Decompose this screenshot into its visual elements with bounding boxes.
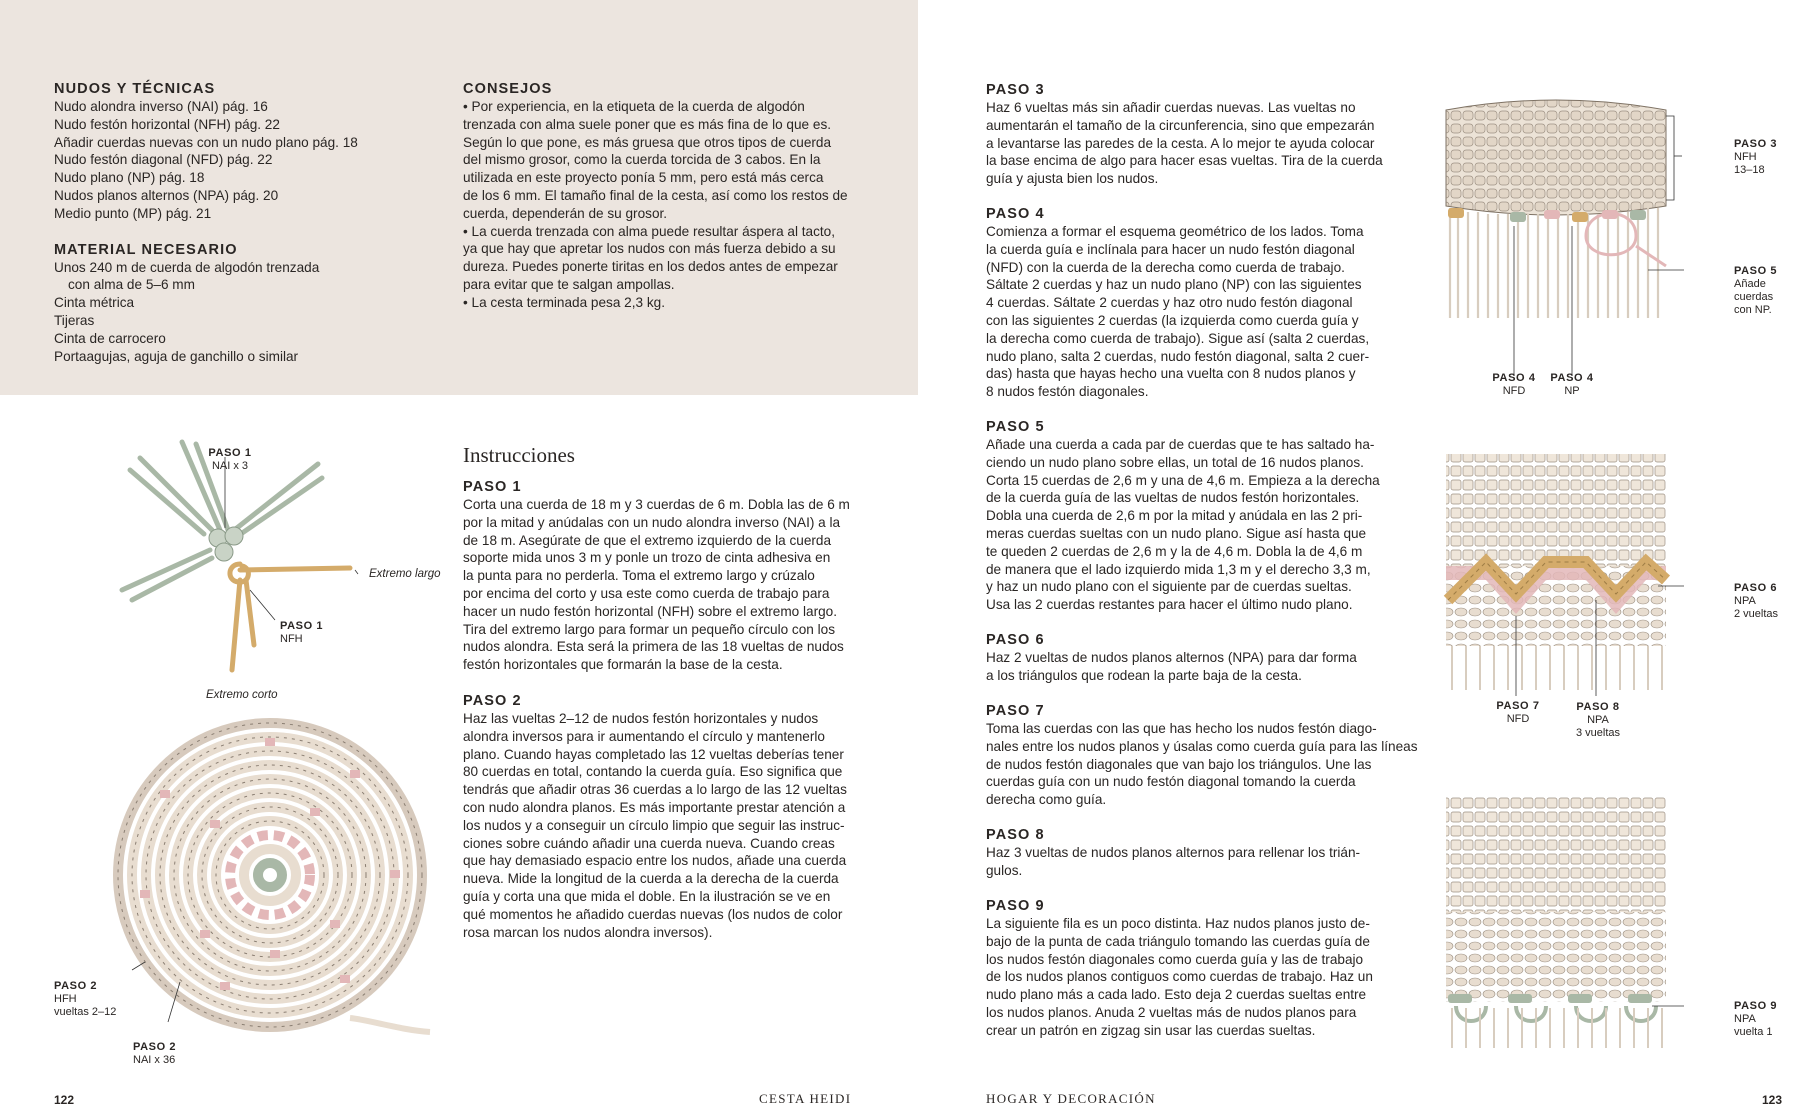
label-sub: vueltas 2–12 <box>54 1006 117 1018</box>
label-paso2-bottom <box>133 1041 213 1067</box>
paso2-line: tendrás que añadir otras 36 cuerdas a lo largo de las 12 vueltas <box>463 782 847 798</box>
material-item: Cinta de carrocero <box>54 330 166 346</box>
label-sub: 3 vueltas <box>1575 727 1621 739</box>
paso3-line: aumentarán el tamaño de la circunferencia, sino que empezarán <box>986 117 1375 133</box>
nudos-item: Nudo festón diagonal (NFD) pág. 22 <box>54 152 273 168</box>
paso4-line: con las siguientes 2 cuerdas (la izquierda como cuerda guía y <box>986 312 1359 328</box>
paso4-line: Sáltate 2 cuerdas y haz un nudo plano (NP) con las siguientes <box>986 277 1362 293</box>
label-paso8 <box>1568 701 1628 740</box>
page-number-right: 123 <box>1762 1093 1783 1107</box>
paso1-line: festón horizontales que formarán la base de la cesta. <box>463 657 783 673</box>
material-heading: MATERIAL NECESARIO <box>54 241 238 258</box>
nudos-section <box>54 80 414 365</box>
label-paso4-np <box>1542 372 1602 398</box>
label-paso9 <box>1734 1000 1794 1039</box>
paso8-line: Haz 3 vueltas de nudos planos alternos para rellenar los trián- <box>986 845 1361 860</box>
label-paso2-left <box>54 980 134 1019</box>
paso2-line: que hay demasiado espacio entre los nudos, añade una cuerda <box>463 853 847 869</box>
label-sub: HFH <box>54 993 77 1005</box>
label-sub: NP <box>1564 385 1580 397</box>
paso9-line: de los nudos planos contiguos como cuerdas de trabajo. Haz un <box>986 969 1373 985</box>
basket-wall-illustration <box>1426 96 1686 330</box>
paso2-line: guía y corta una que mida el doble. En la ilustración se ve en <box>463 888 831 904</box>
round-base-illustration <box>100 720 460 1040</box>
consejos-section <box>463 80 883 312</box>
paso5-line: ciendo un nudo plano sobre ellas, un total de 16 nudos planos. <box>986 454 1364 470</box>
label-title: PASO 3 <box>1734 138 1778 150</box>
paso7-line: cuerdas guía con un nudo festón diagonal tomando la cuerda <box>986 774 1356 790</box>
paso5-line: de manera que el lado izquierdo mida 1,3 m y el derecho 3,3 m, <box>986 561 1371 577</box>
label-extremo-largo: Extremo largo <box>369 568 441 580</box>
paso7-line: de nudos festón diagonales que van bajo los triángulos. Une las <box>986 756 1372 772</box>
paso2-line: ciones sobre cuándo añadir una cuerda nueva. Cuando creas <box>463 835 835 851</box>
label-sub: NFH <box>1734 151 1757 163</box>
label-paso1-mid <box>280 620 340 646</box>
consejos-line: • La cesta terminada pesa 2,3 kg. <box>463 294 665 310</box>
paso7-heading: PASO 7 <box>986 703 1045 719</box>
label-paso7 <box>1488 700 1548 726</box>
paso5-heading: PASO 5 <box>986 419 1045 435</box>
label-sub: cuerdas <box>1734 291 1774 303</box>
label-sub: Añade <box>1734 278 1766 290</box>
material-item: Cinta métrica <box>54 295 135 311</box>
paso4-line: das) hasta que hayas hecho una vuelta con 8 nudos planos y <box>986 366 1356 382</box>
nudos-item: Medio punto (MP) pág. 21 <box>54 205 212 221</box>
paso1-line: por la mitad y anúdalas con un nudo alondra inverso (NAI) a la <box>463 514 841 530</box>
consejos-line: dureza. Puedes ponerte tiritas en los dedos antes de empezar <box>463 259 838 275</box>
label-paso1-top <box>200 447 260 473</box>
nudos-item: Nudos planos alternos (NPA) pág. 20 <box>54 187 279 203</box>
nudos-item: Nudo plano (NP) pág. 18 <box>54 170 205 186</box>
consejos-line: trenzada con alma suele poner que es más fina de lo que es. <box>463 116 832 132</box>
paso8-line: gulos. <box>986 862 1023 878</box>
consejos-line: Según lo que pone, es más gruesa que otros tipos de cuerda <box>463 134 832 150</box>
label-sub: NFD <box>1502 385 1526 397</box>
consejos-line: • Por experiencia, en la etiqueta de la cuerda de algodón <box>463 99 805 114</box>
material-item: Tijeras <box>54 312 95 328</box>
paso5-line: meras cuerdas sueltas con un nudo plano. Sigue así hasta que <box>986 525 1367 541</box>
paso2-line: qué momentos he añadido cuerdas nuevas (los nudos de color <box>463 906 843 922</box>
page-number-left: 122 <box>54 1093 75 1107</box>
label-sub: NPA <box>1734 595 1756 607</box>
material-item: con alma de 5–6 mm <box>68 277 195 293</box>
paso1-line: Tira del extremo largo para formar un pequeño círculo con los <box>463 621 836 637</box>
label-title: PASO 5 <box>1734 265 1778 277</box>
paso5-line: y haz un nudo plano con el siguiente par de cuerdas sueltas. <box>986 579 1352 595</box>
paso9-line: los nudos planos. Anuda 2 vueltas más de nudos planos para <box>986 1004 1357 1020</box>
paso9-line: bajo de la punta de cada triángulo tomando las cuerdas guía de <box>986 933 1370 949</box>
paso1-line: la punta para no perderla. Toma el extremo largo y crúzalo <box>463 568 815 584</box>
paso2-line: plano. Cuando hayas completado las 12 vueltas deberías tener <box>463 746 844 762</box>
label-title: PASO 7 <box>1496 700 1540 712</box>
label-sub: NFD <box>1506 713 1530 725</box>
consejos-line: del mismo grosor, como la cuerda torcida de 3 cabos. En la <box>463 152 821 168</box>
instrucciones-title: Instrucciones <box>463 443 575 467</box>
zigzag-illustration <box>1426 796 1686 1056</box>
label-sub: NAI x 36 <box>133 1054 176 1066</box>
label-sub: NPA <box>1587 714 1609 726</box>
paso2-line: rosa marcan los nudos alondra inversos). <box>463 924 713 940</box>
label-sub: NAI x 3 <box>211 460 249 472</box>
paso9-line: los nudos festón diagonales como cuerda guía y las de trabajo <box>986 951 1364 967</box>
paso2-line: con nudo alondra planos. Es más importante prestar atención a <box>463 799 846 815</box>
paso3-line: guía y ajusta bien los nudos. <box>986 171 1159 187</box>
paso7-line: derecha como guía. <box>986 792 1107 808</box>
paso1-line: de 18 m. Asegúrate de que el extremo izquierdo de la cuerda <box>463 532 832 548</box>
label-paso5 <box>1734 265 1794 317</box>
paso4-block <box>986 205 1406 401</box>
paso5-line: Usa las 2 cuerdas restantes para hacer el último nudo plano. <box>986 597 1353 613</box>
paso1-line: Corta una cuerda de 18 m y 3 cuerdas de 6 m. Dobla las de 6 m <box>463 497 850 512</box>
consejos-line: cuerda, dependerán de su grosor. <box>463 205 668 221</box>
paso2-line: los nudos y a conseguir un círculo limpio que seguir las instruc- <box>463 817 845 833</box>
consejos-line: para evitar que te salgan ampollas. <box>463 276 675 292</box>
label-title: PASO 8 <box>1576 701 1620 713</box>
paso4-line: (NFD) con la cuerda de la derecha como cuerda de trabajo. <box>986 259 1345 275</box>
label-sub: 13–18 <box>1734 164 1765 176</box>
consejos-line: • La cuerda trenzada con alma puede resultar áspera al tacto, <box>463 223 836 239</box>
paso4-heading: PASO 4 <box>986 206 1045 222</box>
paso5-block <box>986 418 1406 614</box>
paso5-line: te queden 2 cuerdas de 2,6 m y la de 4,6 m. Dobla la de 4,6 m <box>986 543 1363 559</box>
label-title: PASO 1 <box>208 447 252 459</box>
right-page <box>918 0 1800 1109</box>
paso3-line: la base encima de algo para hacer esas vueltas. Tira de la cuerda <box>986 153 1383 169</box>
paso9-line: crear un patrón en zigzag sin usar las cuerdas sueltas. <box>986 1022 1316 1038</box>
label-paso4-nfd <box>1484 372 1544 398</box>
paso4-line: 4 cuerdas. Sáltate 2 cuerdas y haz otro nudo festón diagonal <box>986 295 1353 311</box>
label-extremo-corto: Extremo corto <box>206 689 278 701</box>
instrucciones-section <box>463 442 883 941</box>
label-title: PASO 4 <box>1550 372 1594 384</box>
paso4-line: Comienza a formar el esquema geométrico de los lados. Toma <box>986 224 1364 239</box>
paso5-line: Dobla una cuerda de 2,6 m por la mitad y anúdala en las 2 pri- <box>986 508 1363 524</box>
paso3-heading: PASO 3 <box>986 82 1045 98</box>
nudos-item: Nudo festón horizontal (NFH) pág. 22 <box>54 116 280 132</box>
paso2-line: alondra inversos para ir aumentando el círculo y mantenerlo <box>463 728 825 744</box>
paso6-line: a los triángulos que rodean la parte baja de la cesta. <box>986 667 1302 683</box>
paso1-line: nudos alondra. Esta será la primera de las 18 vueltas de nudos <box>463 639 844 655</box>
label-title: PASO 2 <box>133 1041 177 1053</box>
material-item: Unos 240 m de cuerda de algodón trenzada <box>54 259 320 275</box>
paso1-line: hacer un nudo festón horizontal (NFH) sobre el extremo largo. <box>463 603 838 619</box>
consejos-line: ya que hay que apretar los nudos con más fuerza debido a su <box>463 241 836 257</box>
paso4-line: la cuerda guía e inclínala para hacer un nudo festón diagonal <box>986 241 1355 257</box>
material-item: Portaagujas, aguja de ganchillo o similar <box>54 348 299 364</box>
paso9-line: nudo plano más a cada lado. Esto deja 2 cuerdas sueltas entre <box>986 987 1367 1003</box>
label-title: PASO 1 <box>280 620 324 632</box>
label-paso3 <box>1734 138 1794 177</box>
paso1-line: por encima del corto y usa este como cuerda de trabajo para <box>463 585 830 601</box>
paso7-line: nales entre los nudos planos y úsalas como cuerda guía para las líneas <box>986 738 1418 754</box>
paso5-line: Añade una cuerda a cada par de cuerdas que te has saltado ha- <box>986 437 1375 452</box>
paso4-line: nudo plano, salta 2 cuerdas, nudo festón diagonal, salta 2 cuer- <box>986 348 1370 364</box>
paso8-heading: PASO 8 <box>986 827 1045 843</box>
label-title: PASO 4 <box>1492 372 1536 384</box>
paso9-block <box>986 897 1406 1040</box>
paso1-line: soporte mida unos 3 m y ponle un trozo de cinta adhesiva en <box>463 550 831 566</box>
paso9-line: La siguiente fila es un poco distinta. Haz nudos planos justo de- <box>986 916 1370 931</box>
paso2-line: nueva. Mide la longitud de la cuerda a la derecha de la cuerda <box>463 871 839 887</box>
consejos-heading: CONSEJOS <box>463 81 553 97</box>
paso3-line: Haz 6 vueltas más sin añadir cuerdas nuevas. Las vueltas no <box>986 100 1356 115</box>
paso6-line: Haz 2 vueltas de nudos planos alternos (NPA) para dar forma <box>986 650 1357 665</box>
paso7-block <box>986 702 1418 809</box>
nudos-heading: NUDOS Y TÉCNICAS <box>54 81 216 97</box>
consejos-line: de los 6 mm. El tamaño final de la cesta, así como los restos de <box>463 187 848 203</box>
footer-title-right: HOGAR Y DECORACIÓN <box>986 1091 1156 1106</box>
paso5-line: Corta 15 cuerdas de 2,6 m y una de 4,6 m. Empieza a la derecha <box>986 472 1380 488</box>
paso9-heading: PASO 9 <box>986 898 1045 914</box>
label-sub: con NP. <box>1734 304 1772 316</box>
paso4-line: la derecha como cuerda de trabajo). Sigue así (salta 2 cuerdas, <box>986 330 1370 346</box>
label-title: PASO 6 <box>1734 582 1778 594</box>
paso8-block <box>986 826 1406 880</box>
paso3-block <box>986 81 1406 188</box>
paso6-block <box>986 631 1406 685</box>
label-paso6 <box>1734 582 1794 621</box>
label-title: PASO 9 <box>1734 1000 1778 1012</box>
paso7-line: Toma las cuerdas con las que has hecho los nudos festón diago- <box>986 721 1377 736</box>
label-title: PASO 2 <box>54 980 98 992</box>
paso1-heading: PASO 1 <box>463 479 522 495</box>
consejos-line: utilizada en este proyecto ponía 5 mm, pero está más cerca <box>463 170 824 186</box>
paso2-heading: PASO 2 <box>463 692 522 709</box>
paso3-line: a levantarse las paredes de la cesta. A lo mejor te ayuda colocar <box>986 135 1375 151</box>
nudos-item: Nudo alondra inverso (NAI) pág. 16 <box>54 99 268 114</box>
nudos-item: Añadir cuerdas nuevas con un nudo plano pág. 18 <box>54 134 358 150</box>
footer-title-left: CESTA HEIDI <box>759 1091 852 1106</box>
paso2-line: 80 cuerdas en total, contando la cuerda guía. Eso significa que <box>463 764 843 780</box>
paso6-heading: PASO 6 <box>986 632 1045 648</box>
label-sub: vuelta 1 <box>1734 1026 1773 1038</box>
label-sub: NPA <box>1734 1013 1756 1025</box>
label-sub: 2 vueltas <box>1734 608 1779 620</box>
triangles-illustration <box>1426 450 1686 696</box>
paso2-line: Haz las vueltas 2–12 de nudos festón horizontales y nudos <box>463 710 819 726</box>
label-sub: NFH <box>280 633 303 645</box>
paso5-line: de la cuerda guía de las vueltas de nudos festón horizontales. <box>986 490 1360 506</box>
paso4-line: 8 nudos festón diagonales. <box>986 384 1149 400</box>
